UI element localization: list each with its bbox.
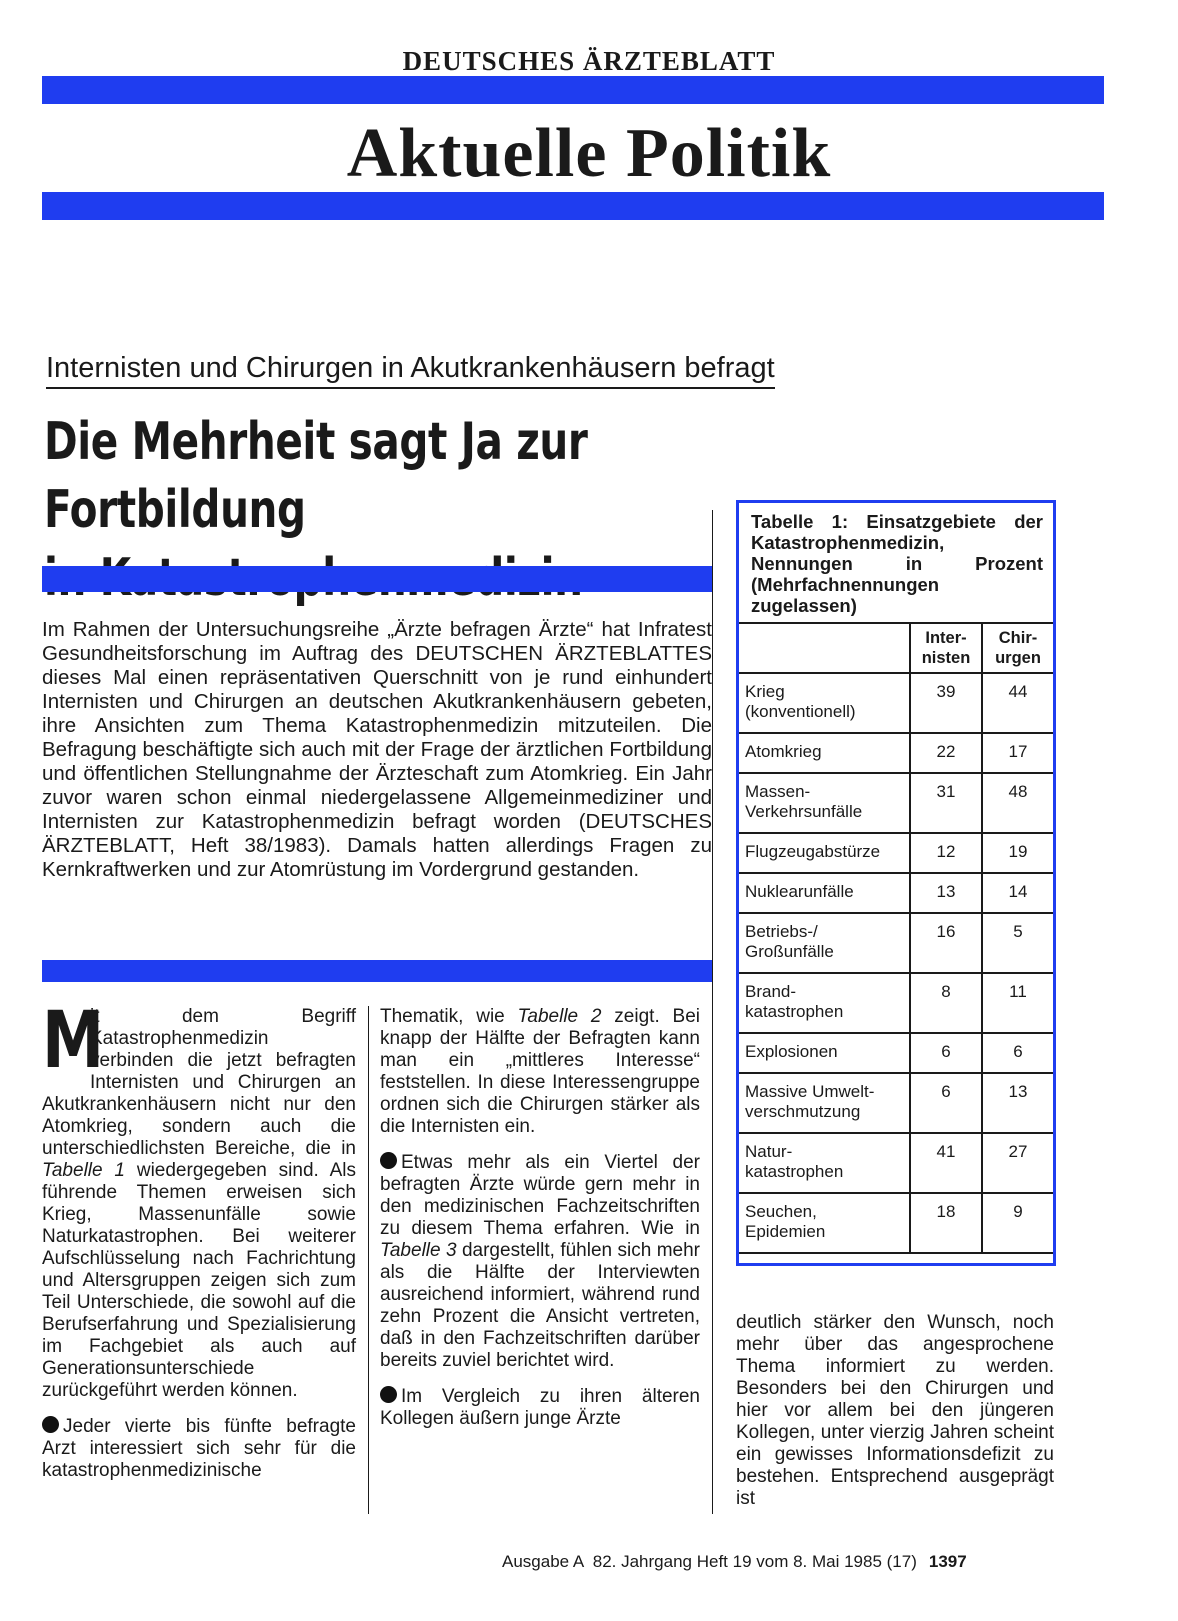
table-row — [739, 913, 1053, 973]
table-header-empty — [739, 623, 910, 673]
page-number: 1397 — [928, 1552, 967, 1571]
table-row-label: Massen- Verkehrsunfälle — [739, 773, 910, 833]
table-cell-chirurgen: 14 — [982, 873, 1053, 913]
article-lead: Im Rahmen der Untersuchungsreihe „Ärzte befragen Ärzte“ hat Infratest Gesundheitsforschung im Auftrag des DEUTSCHEN ÄRZTEBLATTES dieses Mal einen repräsentativen Querschnitt von je rund einhundert Internisten und Chirurgen an deutschen Akutkrankenhäusern gebeten, ihre Ansichten zum Thema Katastrophenmedizin mitzuteilen. Die Befragung beschäftigte sich auch mit der Frage der ärztlichen Fortbildung und öffentlichen Stellungnahme der Ärzteschaft zum Atomkrieg. Ein Jahr zuvor waren schon einmal niedergelassene Allgemeinmediziner und Internisten zur Katastrophenmedizin befragt worden (DEUTSCHES ÄRZTEBLATT, Heft 38/1983). Damals hatten allerdings Fragen zu Kernkraftwerken und zur Atomrüstung im Vordergrund gestanden. — [42, 618, 712, 881]
body-blue-bar — [42, 960, 712, 982]
table-row-label: Brand- katastrophen — [739, 973, 910, 1033]
table-cell-chirurgen: 13 — [982, 1073, 1053, 1133]
table-row — [739, 1073, 1053, 1133]
masthead: DEUTSCHES ÄRZTEBLATT — [402, 46, 776, 76]
body-column-2 — [380, 1006, 700, 1444]
table-cell-internisten: 8 — [910, 973, 982, 1033]
table-cell-chirurgen: 48 — [982, 773, 1053, 833]
table-cell-internisten: 16 — [910, 913, 982, 973]
table-row — [739, 733, 1053, 773]
table-cell-internisten: 39 — [910, 673, 982, 733]
table-row — [739, 1133, 1053, 1193]
table-caption: Tabelle 1: Einsatzgebiete der Katastrophenmedizin, Nennungen in Prozent (Mehrfachnennungen zugelassen) — [751, 511, 1043, 616]
section-title: Aktuelle Politik — [346, 115, 832, 192]
body-paragraph: Jeder vierte bis fünfte befragte Arzt interessiert sich sehr für die katastrophenmedizinische — [42, 1416, 356, 1481]
body-paragraph: deutlich stärker den Wunsch, noch mehr über das angesprochene Thema informiert zu werden. Besonders bei den Chirurgen und hier vor allem bei den jüngeren Kollegen, unter vierzig Jahren scheint ein gewisses Informationsdefizit zu bestehen. Entsprechend ausgeprägt ist — [736, 1312, 1054, 1509]
table-row — [739, 1033, 1053, 1073]
table-1 — [736, 500, 1056, 1266]
table-row — [739, 873, 1053, 913]
table-cell-internisten: 6 — [910, 1033, 982, 1073]
table-cell-chirurgen: 9 — [982, 1193, 1053, 1253]
data-table — [739, 622, 1053, 1254]
table-cell-internisten: 22 — [910, 733, 982, 773]
table-cell-internisten: 18 — [910, 1193, 982, 1253]
body-paragraph: Etwas mehr als ein Viertel der befragten Ärzte würde gern mehr in den medizinischen Fachzeitschriften zu diesem Thema erfahren. Wie in Tabelle 3 dargestellt, fühlen sich mehr als die Hälfte der Interviewten ausreichend informiert, während rund zehn Prozent die Ansicht vertreten, daß in den Fachzeitschriften darüber bereits zuviel berichtet wird. — [380, 1152, 700, 1371]
table-cell-chirurgen: 17 — [982, 733, 1053, 773]
bullet-icon — [380, 1386, 397, 1403]
table-row-label: Explosionen — [739, 1033, 910, 1073]
bullet-icon — [380, 1152, 397, 1169]
column-divider — [712, 510, 713, 1514]
table-cell-internisten: 41 — [910, 1133, 982, 1193]
table-row-label: Seuchen, Epidemien — [739, 1193, 910, 1253]
table-row — [739, 773, 1053, 833]
table-header-row — [739, 623, 1053, 673]
bullet-icon — [42, 1416, 59, 1433]
table-row-label: Massive Umwelt- verschmutzung — [739, 1073, 910, 1133]
table-cell-internisten: 31 — [910, 773, 982, 833]
table-cell-internisten: 6 — [910, 1073, 982, 1133]
table-row-label: Nuklearunfälle — [739, 873, 910, 913]
issue-info: Ausgabe A 82. Jahrgang Heft 19 vom 8. Mai 1985 (17) — [502, 1552, 917, 1571]
headline-line-1: Die Mehrheit sagt Ja zur Fortbildung — [44, 412, 588, 540]
table-row-label: Betriebs-/ Großunfälle — [739, 913, 910, 973]
table-row — [739, 973, 1053, 1033]
article-kicker: Internisten und Chirurgen in Akutkrankenhäusern befragt — [46, 352, 775, 389]
top-blue-bar — [42, 76, 1104, 104]
body-column-3 — [736, 1312, 1054, 1524]
table-row-label: Natur- katastrophen — [739, 1133, 910, 1193]
table-row — [739, 1193, 1053, 1253]
table-row-label: Atomkrieg — [739, 733, 910, 773]
table-cell-chirurgen: 5 — [982, 913, 1053, 973]
table-cell-chirurgen: 27 — [982, 1133, 1053, 1193]
section-blue-bar — [42, 192, 1104, 220]
table-cell-chirurgen: 6 — [982, 1033, 1053, 1073]
table-row-label: Flugzeugabstürze — [739, 833, 910, 873]
body-paragraph: M it dem Begriff Katastrophenmedizin verbinden die jetzt befragten Internisten und Chirurgen an Akutkrankenhäusern nicht nur den Atomkrieg, sondern auch die unterschiedlichsten Bereiche, die in Tabelle 1 wiedergegeben sind. Als führende Themen erweisen sich Krieg, Massenunfälle sowie Naturkatastrophen. Bei weiterer Aufschlüsselung nach Fachrichtung und Altersgruppen zeigen sich zum Teil Unterschiede, die sowohl auf die Berufserfahrung und Spezialisierung im Fachgebiet als auch auf Generationsunterschiede zurückgeführt werden können. — [42, 996, 356, 1401]
table-cell-internisten: 13 — [910, 873, 982, 913]
table-header-chirurgen: Chir- urgen — [982, 623, 1053, 673]
body-paragraph: Im Vergleich zu ihren älteren Kollegen äußern junge Ärzte — [380, 1386, 700, 1429]
page-footer — [502, 1552, 967, 1572]
table-cell-chirurgen: 19 — [982, 833, 1053, 873]
table-header-internisten: Inter- nisten — [910, 623, 982, 673]
drop-cap: M — [42, 996, 105, 1086]
body-paragraph: Thematik, wie Tabelle 2 zeigt. Bei knapp der Hälfte der Befragten kann man ein „mittleres Interesse“ feststellen. In diese Interessengruppe ordnen sich die Chirurgen stärker als die Internisten ein. — [380, 1006, 700, 1137]
table-row — [739, 833, 1053, 873]
column-divider — [368, 1006, 369, 1514]
lead-blue-bar — [42, 566, 712, 592]
table-row — [739, 673, 1053, 733]
table-cell-chirurgen: 44 — [982, 673, 1053, 733]
body-column-1 — [42, 996, 356, 1496]
table-cell-chirurgen: 11 — [982, 973, 1053, 1033]
table-cell-internisten: 12 — [910, 833, 982, 873]
table-row-label: Krieg (konventionell) — [739, 673, 910, 733]
